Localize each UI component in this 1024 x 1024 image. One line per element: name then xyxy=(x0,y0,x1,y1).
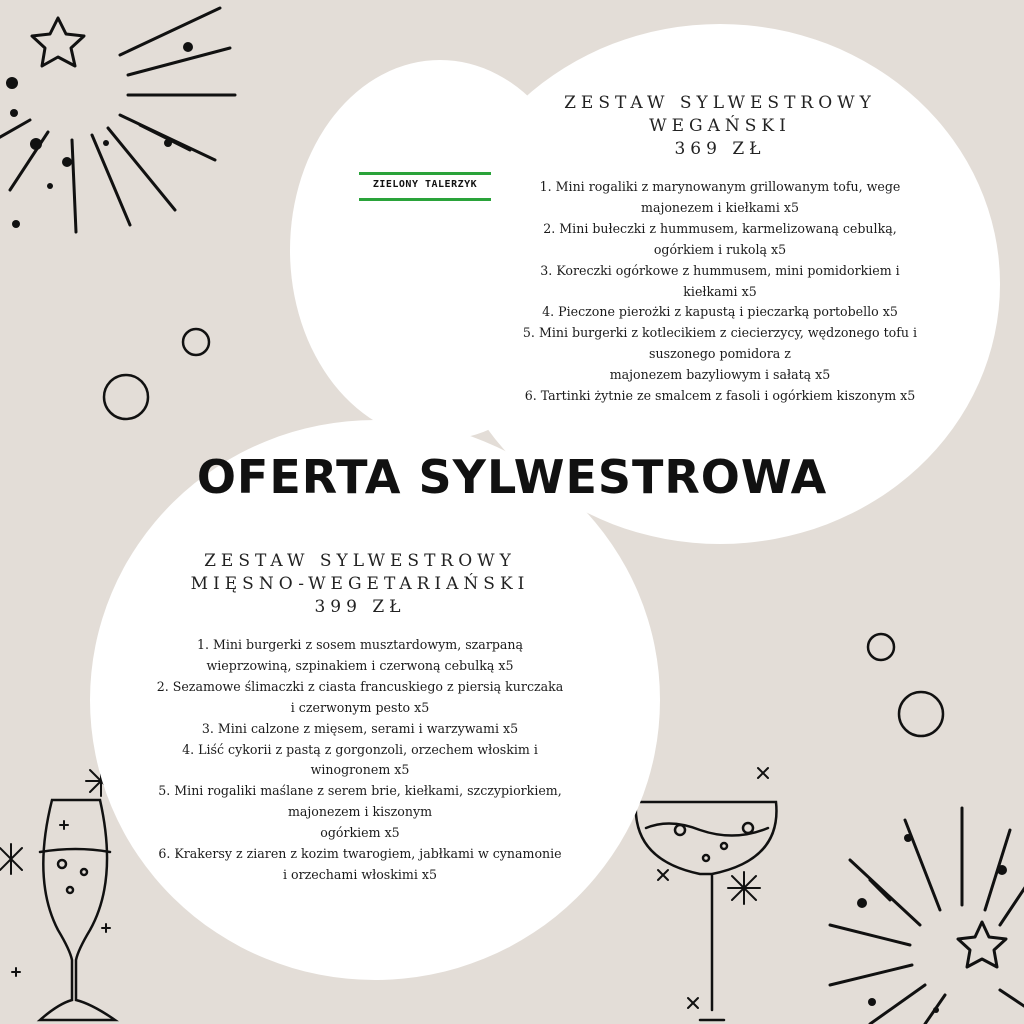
menu-line: 3. Mini calzone z mięsem, serami i warzywami x5 xyxy=(201,720,519,736)
wine-glass-icon xyxy=(40,800,115,1020)
menu-line: ogórkiem x5 xyxy=(320,825,400,841)
vegan-set-title xyxy=(490,92,950,161)
vegan-set-panel xyxy=(490,92,950,407)
firework-top-left-icon xyxy=(0,8,235,232)
logo-text: ZIELONY TALERZYK xyxy=(372,179,478,190)
circle-deco-icon xyxy=(868,634,894,660)
menu-line: kiełkami x5 xyxy=(683,283,757,299)
meat-set-title-line1: ZESTAW SYLWESTROWY xyxy=(204,551,516,571)
menu-line: 5. Mini burgerki z kotlecikiem z ciecierzycy, wędzonego tofu i xyxy=(522,325,918,341)
sparkle-icon xyxy=(0,766,116,976)
menu-line: 2. Mini bułeczki z hummusem, karmelizowaną cebulką, xyxy=(543,220,897,236)
vegan-set-items xyxy=(490,177,950,407)
star-top-left-icon xyxy=(32,18,84,66)
vegan-set-title-line2: WEGAŃSKI xyxy=(649,116,791,136)
meat-set-price: 399 ZŁ xyxy=(314,597,406,617)
meat-set-title xyxy=(130,550,590,619)
menu-line: 4. Liść cykorii z pastą z gorgonzoli, orzechem włoskim i xyxy=(182,741,538,757)
menu-line: 3. Koreczki ogórkowe z hummusem, mini pomidorkiem i xyxy=(540,262,900,278)
logo-badge xyxy=(359,172,491,202)
menu-line: majonezem i kiszonym xyxy=(287,804,433,820)
headline-title: OFERTA SYLWESTROWA xyxy=(196,450,828,504)
menu-line: i czerwonym pesto x5 xyxy=(290,699,430,715)
firework-bottom-right-icon xyxy=(830,808,1024,1024)
menu-line: 6. Tartinki żytnie ze smalcem z fasoli i ogórkiem kiszonym x5 xyxy=(524,388,916,404)
meat-set-panel xyxy=(130,550,590,886)
menu-line: 4. Pieczone pierożki z kapustą i pieczarką portobello x5 xyxy=(542,304,898,320)
menu-line: wieprzowiną, szpinakiem i czerwoną cebulką x5 xyxy=(206,657,514,673)
circle-deco-icon xyxy=(183,329,209,355)
menu-line: suszonego pomidora z xyxy=(649,346,791,362)
star-bottom-right-icon xyxy=(958,922,1006,967)
vegan-set-title-line1: ZESTAW SYLWESTROWY xyxy=(564,93,876,113)
champagne-coupe-icon xyxy=(636,802,777,1020)
menu-line: majonezem i kiełkami x5 xyxy=(641,199,799,215)
menu-line: ogórkiem i rukolą x5 xyxy=(653,241,787,257)
menu-line: 1. Mini rogaliki z marynowanym grillowanym tofu, wege xyxy=(539,179,901,194)
menu-line: 1. Mini burgerki z sosem musztardowym, szarpaną xyxy=(196,637,524,652)
menu-line: 2. Sezamowe ślimaczki z ciasta francuskiego z piersią kurczaka xyxy=(156,678,564,694)
menu-line: i orzechami włoskimi x5 xyxy=(282,866,438,882)
circle-deco-icon xyxy=(899,692,943,736)
meat-set-items xyxy=(130,635,590,886)
menu-line: 5. Mini rogaliki maślane z serem brie, kiełkami, szczypiorkiem, xyxy=(158,783,562,799)
menu-line: majonezem bazyliowym i sałatą x5 xyxy=(609,367,831,383)
menu-line: winogronem x5 xyxy=(310,762,410,778)
menu-line: 6. Krakersy z ziaren z kozim twarogiem, jabłkami w cynamonie xyxy=(158,846,562,862)
meat-set-title-line2: MIĘSNO-WEGETARIAŃSKI xyxy=(190,574,530,594)
vegan-set-price: 369 ZŁ xyxy=(674,139,766,159)
circle-deco-icon xyxy=(104,375,148,419)
